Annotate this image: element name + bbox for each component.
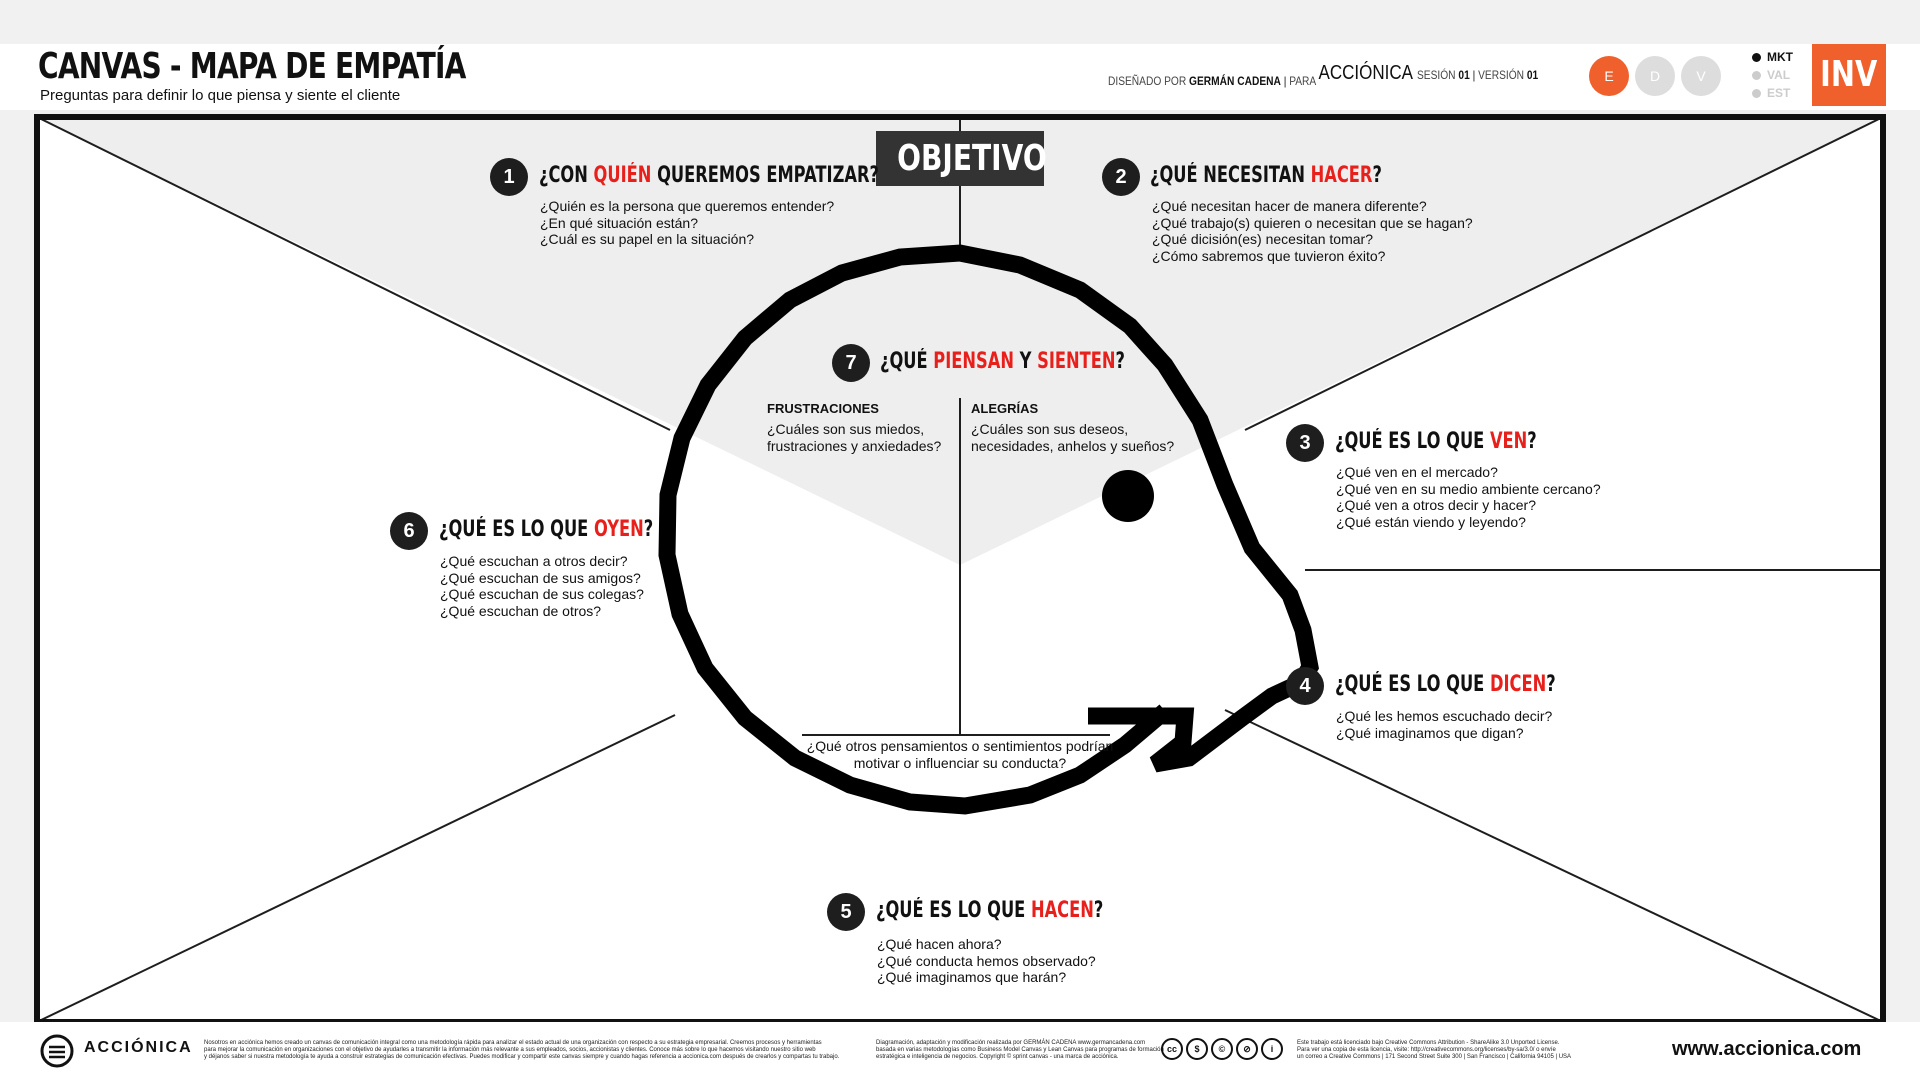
- frustraciones-heading: FRUSTRACIONES: [767, 401, 879, 416]
- question-line: ¿En qué situación están?: [540, 214, 698, 231]
- q-title-post: ?: [643, 517, 654, 542]
- legend-label: VAL: [1767, 68, 1791, 82]
- q-title-highlight: OYEN: [593, 517, 644, 542]
- objetivo-label: [876, 131, 1047, 186]
- think-bottom-lines: [802, 738, 1118, 771]
- question-line: ¿Qué escuchan de sus amigos?: [440, 569, 641, 586]
- q-title-highlight: DICEN: [1489, 672, 1547, 697]
- q-title-pre: ¿QUÉ NECESITAN: [1150, 163, 1311, 188]
- question-line: motivar o influenciar su conducta?: [853, 754, 1067, 771]
- footer-line: un correo a Creative Commons | 171 Second Street Suite 300 | San Francisco | California 94105 | USA: [1297, 1054, 1572, 1060]
- q-title-pre: ¿QUÉ ES LO QUE: [1335, 672, 1490, 697]
- accionica-logo-icon: [40, 1034, 74, 1068]
- q-title-post: ?: [1527, 429, 1537, 454]
- footer-url-link[interactable]: www.accionica.com: [1672, 1038, 1862, 1060]
- question-4-lines: [1336, 708, 1552, 741]
- brand-name: ACCIÓNICA: [1318, 62, 1413, 84]
- share-alike-icon[interactable]: ⊘: [1236, 1038, 1258, 1060]
- question-3-number: 3: [1286, 424, 1324, 462]
- question-6-title: [439, 517, 653, 542]
- question-line: ¿Qué están viendo y leyendo?: [1336, 513, 1526, 530]
- legend-label: EST: [1767, 86, 1791, 100]
- question-line: ¿Qué necesitan hacer de manera diferente?: [1152, 198, 1427, 214]
- inv-badge-label: INV: [1820, 54, 1878, 95]
- question-5-title: [876, 898, 1103, 923]
- footer-line: Diagramación, adaptación y modificación realizada por GERMÁN CADENA www.germancadena.com: [876, 1040, 1146, 1046]
- eye-icon: [1102, 470, 1154, 522]
- footer-line: Nosotros en acciónica hemos creado un canvas de comunicación integral como una metodología rápida para analizar el estado actual de una organización con respecto a su estrategia empresarial. Creemos procesos y herramientas: [204, 1040, 822, 1046]
- q-title-pre: ¿QUÉ: [880, 349, 934, 374]
- q-title-post: ?: [1546, 672, 1556, 697]
- question-6-lines: [440, 553, 644, 619]
- question-line: ¿Qué ven a otros decir y hacer?: [1336, 497, 1536, 513]
- q-title-post: QUEREMOS EMPATIZAR?: [651, 163, 879, 188]
- footer-text-1: [204, 1040, 839, 1061]
- question-6-number: 6: [390, 512, 428, 550]
- page-subtitle: Preguntas para definir lo que piensa y siente el cliente: [40, 87, 401, 104]
- question-line: ¿Qué escuchan de sus colegas?: [440, 586, 644, 602]
- q-title-highlight: VEN: [1489, 429, 1528, 454]
- question-line: ¿Qué conducta hemos observado?: [877, 952, 1096, 969]
- question-line: frustraciones y anxiedades?: [767, 437, 942, 454]
- question-1-lines: [540, 198, 834, 248]
- version-label: VERSIÓN: [1478, 68, 1525, 82]
- q-title-highlight-2: SIENTEN: [1037, 349, 1116, 374]
- question-line: ¿Qué ven en su medio ambiente cercano?: [1336, 480, 1601, 497]
- question-line: ¿Cuáles son sus miedos,: [767, 421, 925, 437]
- designer-name: GERMÁN CADENA: [1189, 74, 1281, 88]
- question-4-title: [1335, 672, 1556, 697]
- question-2-number: 2: [1102, 158, 1140, 196]
- question-line: ¿Qué imaginamos que digan?: [1336, 724, 1524, 741]
- q-title-pre: ¿CON: [539, 163, 594, 188]
- stage-circle-v[interactable]: V: [1681, 56, 1721, 96]
- q-title-post: ?: [1115, 349, 1125, 374]
- footer-text-3: [1297, 1040, 1571, 1061]
- footer-text-2: [876, 1040, 1164, 1061]
- question-4-number: 4: [1286, 667, 1324, 705]
- q-title-highlight: HACEN: [1030, 898, 1094, 923]
- stage-circle-d[interactable]: D: [1635, 56, 1675, 96]
- question-line: ¿Quién es la persona que queremos entender?: [540, 198, 835, 214]
- legend-label: MKT: [1767, 50, 1793, 64]
- session-value: 01: [1458, 68, 1470, 82]
- stage-circle-e[interactable]: E: [1589, 56, 1629, 96]
- question-line: ¿Qué dicisión(es) necesitan tomar?: [1152, 231, 1373, 247]
- question-7-title: [880, 349, 1125, 374]
- question-line: ¿Qué escuchan de otros?: [440, 602, 602, 619]
- footer-line: para mejorar la comunicación en organizaciones con el objetivo de ayudarles a transmitir la información más relevante a sus empleados, socios, accionistas y clientes. Conoce más sobre lo que hacemos visitando nuestro sitio web: [204, 1047, 816, 1053]
- question-line: ¿Cómo sabremos que tuvieron éxito?: [1152, 247, 1386, 264]
- version-value: 01: [1526, 68, 1539, 82]
- q-title-post: ?: [1372, 163, 1382, 188]
- question-line: ¿Qué imaginamos que harán?: [877, 969, 1067, 985]
- attribution-icon[interactable]: i: [1261, 1038, 1283, 1060]
- footer-line: y déjanos saber si nuestra metodología te ayuda a construir estrategias de comunicación efectivas. Puedes modificar y compartir este canvas siempre y cuando hagas referencia a accionica.com después de crearlos y compartas tu trabajo.: [204, 1054, 840, 1060]
- question-3-lines: [1336, 464, 1601, 530]
- copyright-icon[interactable]: ©: [1211, 1038, 1233, 1060]
- question-line: ¿Cuál es su papel en la situación?: [540, 231, 755, 247]
- objetivo-text: OBJETIVO: [897, 138, 1047, 179]
- q-title-highlight: PIENSAN: [933, 349, 1014, 374]
- footer-brand: ACCIÓNICA: [84, 1039, 193, 1056]
- separator: |: [1283, 74, 1287, 88]
- q-title-pre: ¿QUÉ ES LO QUE: [439, 517, 594, 542]
- question-line: ¿Qué otros pensamientos o sentimientos podrían: [806, 738, 1114, 754]
- question-line: ¿Qué escuchan a otros decir?: [440, 553, 628, 569]
- cc-icon[interactable]: cc: [1161, 1038, 1183, 1060]
- q-title-mid: Y: [1013, 349, 1038, 374]
- question-1-title: [539, 163, 879, 188]
- question-line: ¿Qué ven en el mercado?: [1336, 464, 1498, 480]
- question-line: ¿Qué trabajo(s) quieren o necesitan que se hagan?: [1152, 214, 1473, 231]
- question-5-number: 5: [827, 893, 865, 931]
- question-7-number: 7: [832, 344, 870, 382]
- q-title-pre: ¿QUÉ ES LO QUE: [1335, 429, 1490, 454]
- question-line: ¿Qué hacen ahora?: [877, 936, 1002, 952]
- q-title-post: ?: [1093, 898, 1104, 923]
- question-line: necesidades, anhelos y sueños?: [971, 437, 1175, 454]
- footer-line: Este trabajo está licenciado bajo Creative Commons Attribution - ShareAlike 3.0 Unported License.: [1297, 1040, 1560, 1046]
- frustraciones-lines: [767, 421, 941, 454]
- page-title: CANVAS - MAPA DE EMPATÍA: [38, 46, 466, 87]
- question-1-number: 1: [490, 158, 528, 196]
- question-line: ¿Qué les hemos escuchado decir?: [1336, 708, 1553, 724]
- question-5-lines: [877, 936, 1096, 986]
- footer-line: Para ver una copia de esta licencia, visite: http://creativecommons.org/licenses/by-sa/3.0/ o envíe: [1297, 1047, 1556, 1053]
- para-label: PARA: [1289, 74, 1316, 88]
- session-label: SESIÓN: [1417, 68, 1456, 82]
- alegrias-heading: ALEGRÍAS: [971, 401, 1039, 416]
- question-2-title: [1150, 163, 1382, 188]
- alegrias-lines: [971, 421, 1174, 454]
- noncommercial-icon[interactable]: $: [1186, 1038, 1208, 1060]
- q-title-highlight: HACER: [1310, 163, 1373, 188]
- footer-line: basada en varias metodologías como Business Model Canvas y Lean Canvas para programas de formación: [876, 1047, 1164, 1053]
- question-2-lines: [1152, 198, 1473, 264]
- question-3-title: [1335, 429, 1537, 454]
- footer-line: estratégica e inteligencia de negocios. Copyright © sprint canvas - una marca de acciónica.: [876, 1054, 1119, 1060]
- q-title-highlight: QUIÉN: [593, 163, 652, 188]
- separator: |: [1472, 68, 1476, 82]
- question-line: ¿Cuáles son sus deseos,: [971, 421, 1129, 437]
- q-title-pre: ¿QUÉ ES LO QUE: [876, 898, 1031, 923]
- designed-label: DISEÑADO POR: [1108, 74, 1187, 88]
